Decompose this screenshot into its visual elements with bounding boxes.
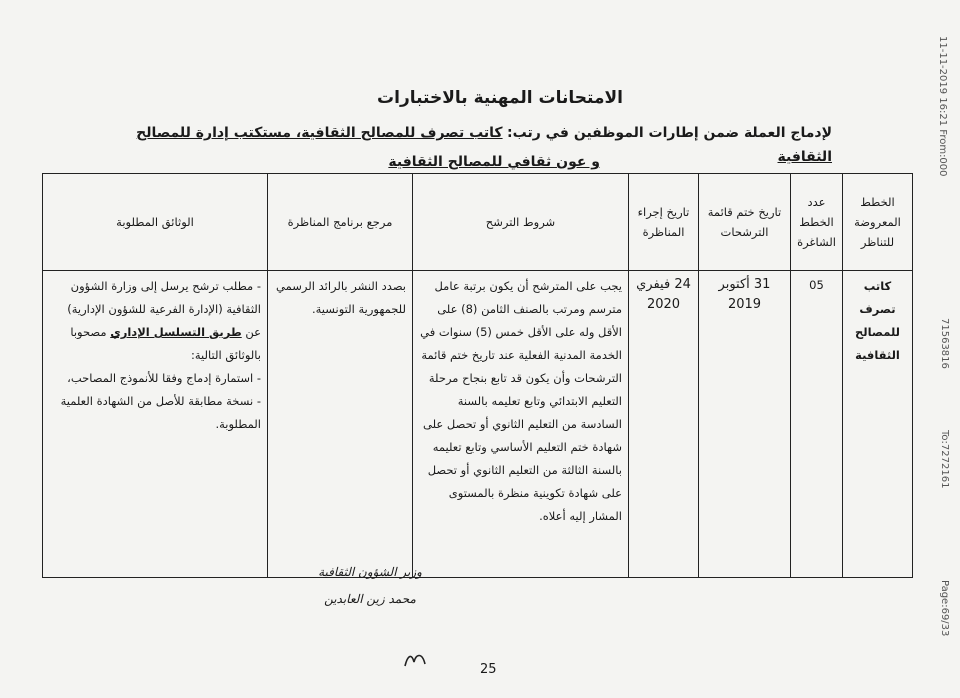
header-close-date: تاريخ ختم قائمة الترشحات: [699, 174, 791, 271]
page-number: 25: [480, 662, 497, 677]
purpose-value-2: و عون ثقافي للمصالح الثقافية: [388, 154, 600, 170]
handwritten-mark: [402, 648, 428, 670]
table-row: [43, 271, 913, 578]
cell-close-date: 31 أكتوبر 2019: [699, 271, 791, 578]
fax-page: Page:69/33: [939, 580, 950, 637]
purpose-value: كاتب تصرف للمصالح الثقافية، مستكتب إدارة للمصالح الثقافية: [136, 125, 832, 165]
cell-count: 05: [791, 271, 843, 578]
cell-grade: كاتب تصرف للمصالح الثقافية: [843, 271, 913, 578]
documents-intro: - مطلب ترشح يرسل إلى وزارة الشؤون الثقافية (الإدارة الفرعية للشؤون الإدارية) عن: [67, 279, 261, 339]
exam-table: [42, 173, 913, 578]
purpose-label: لإدماج العملة ضمن إطارات الموظفين في رتب:: [507, 125, 832, 141]
header-exam-date: تاريخ إجراء المناظرة: [629, 174, 699, 271]
header-conditions: شروط الترشح: [413, 174, 629, 271]
fax-to: To:7272161: [939, 430, 950, 489]
documents-after: مصحوبا بالوثائق التالية:: [70, 325, 261, 362]
cell-exam-date: 24 فيفري 2020: [629, 271, 699, 578]
document-title: الامتحانات المهنية بالاختبارات: [377, 88, 623, 108]
table-header-row: [43, 174, 913, 271]
cell-conditions: يجب على المترشح أن يكون برتبة عامل مترسم ومرتب بالصنف الثامن (8) على الأقل وله على الأقل خمس (5) سنوات في الخدمة المدنية الفعلية عند تاريخ ختم قائمة الترشحات وأن يكون قد تابع بنجاح مرحلة التعليم الابتدائي وتابع تعليمه بالسنة السادسة من التعليم الثانوي أو تحصل على شهادة ختم التعليم الأساسي وتابع تعليمه بالسنة الثالثة من التعليم الثانوي أو تحصل على شهادة تكوينية منظرة بالمستوى المشار إليه أعلاه.: [413, 271, 629, 578]
cell-program: بصدد النشر بالرائد الرسمي للجمهورية التونسية.: [268, 271, 413, 578]
header-count: عدد الخطط الشاغرة: [791, 174, 843, 271]
signature-name: محمد زين العابدين: [324, 592, 416, 606]
header-documents: الوثائق المطلوبة: [43, 174, 268, 271]
documents-item-1: - استمارة إدماج وفقا للأنموذج المصاحب،: [67, 371, 261, 385]
signature-title: وزير الشؤون الثقافية: [318, 565, 422, 579]
fax-id: 71563816: [939, 318, 950, 369]
header-program: مرجع برنامج المناظرة: [268, 174, 413, 271]
header-grade: الخطط المعروضة للتناظر: [843, 174, 913, 271]
fax-header-timestamp: 11-11-2019 16:21 From:000: [937, 36, 948, 177]
documents-via: طريق التسلسل الإداري: [110, 325, 242, 339]
documents-item-2: - نسخة مطابقة للأصل من الشهادة العلمية المطلوبة.: [60, 394, 261, 431]
cell-documents: [43, 271, 268, 578]
